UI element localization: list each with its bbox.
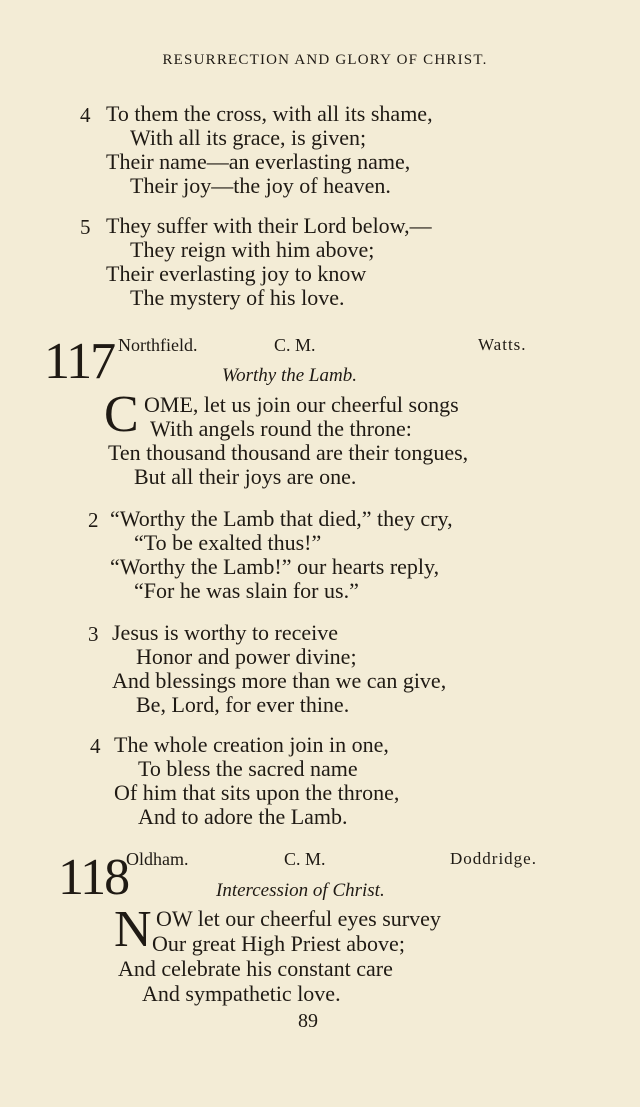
verse-line: “For he was slain for us.” xyxy=(134,578,359,603)
hymn-subtitle: Worthy the Lamb. xyxy=(222,365,357,386)
author: Watts. xyxy=(478,335,527,354)
page-number: 89 xyxy=(298,1010,318,1032)
verse-line: “To be exalted thus!” xyxy=(134,530,322,555)
verse-line: Honor and power divine; xyxy=(136,644,357,669)
meter: C. M. xyxy=(274,335,316,355)
verse-line: Their joy—the joy of heaven. xyxy=(130,173,391,198)
verse-line: Of him that sits upon the throne, xyxy=(114,780,400,805)
stanza-number: 3 xyxy=(88,622,99,646)
meter: C. M. xyxy=(284,849,326,869)
verse-line: To bless the sacred name xyxy=(138,756,358,781)
verse-line: Their name—an everlasting name, xyxy=(106,149,411,174)
verse-line: Be, Lord, for ever thine. xyxy=(136,692,350,717)
verse-line: And sympathetic love. xyxy=(142,981,341,1006)
verse-line: “Worthy the Lamb!” our hearts reply, xyxy=(110,554,440,579)
stanza-number: 5 xyxy=(80,215,91,239)
stanza-number: 2 xyxy=(88,508,99,532)
stanza-number: 4 xyxy=(90,734,101,758)
hymn-subtitle: Intercession of Christ. xyxy=(216,880,385,901)
verse-line: “Worthy the Lamb that died,” they cry, xyxy=(110,506,453,531)
verse-line: Ten thousand thousand are their tongues, xyxy=(108,440,469,465)
drop-cap: N xyxy=(114,901,152,958)
verse-line: To them the cross, with all its shame, xyxy=(106,101,433,126)
verse-line: They suffer with their Lord below,— xyxy=(106,213,432,238)
verse-line: The whole creation join in one, xyxy=(114,732,389,757)
verse-line: Our great High Priest above; xyxy=(152,931,405,956)
verse-line: They reign with him above; xyxy=(130,237,375,262)
tune-name: Northfield. xyxy=(118,335,198,355)
hymn-number: 117 xyxy=(44,333,115,390)
verse-line: And to adore the Lamb. xyxy=(138,804,348,829)
verse-line: And celebrate his constant care xyxy=(118,956,393,981)
verse-line: With all its grace, is given; xyxy=(130,125,367,150)
author: Doddridge. xyxy=(450,849,537,868)
verse-line: With angels round the throne: xyxy=(150,416,412,441)
tune-name: Oldham. xyxy=(126,849,189,869)
verse-line: OME, let us join our cheerful songs xyxy=(144,392,459,417)
stanza-number: 4 xyxy=(80,103,91,127)
verse-line: Their everlasting joy to know xyxy=(106,261,367,286)
verse-line: But all their joys are one. xyxy=(134,464,357,489)
verse-line: Jesus is worthy to receive xyxy=(112,620,339,645)
verse-line: OW let our cheerful eyes survey xyxy=(156,906,441,931)
verse-line: The mystery of his love. xyxy=(130,285,345,310)
verse-line: And blessings more than we can give, xyxy=(112,668,447,693)
drop-cap: C xyxy=(104,386,139,443)
running-header: RESURRECTION AND GLORY OF CHRIST. xyxy=(162,52,488,68)
hymn-number: 118 xyxy=(58,849,129,906)
